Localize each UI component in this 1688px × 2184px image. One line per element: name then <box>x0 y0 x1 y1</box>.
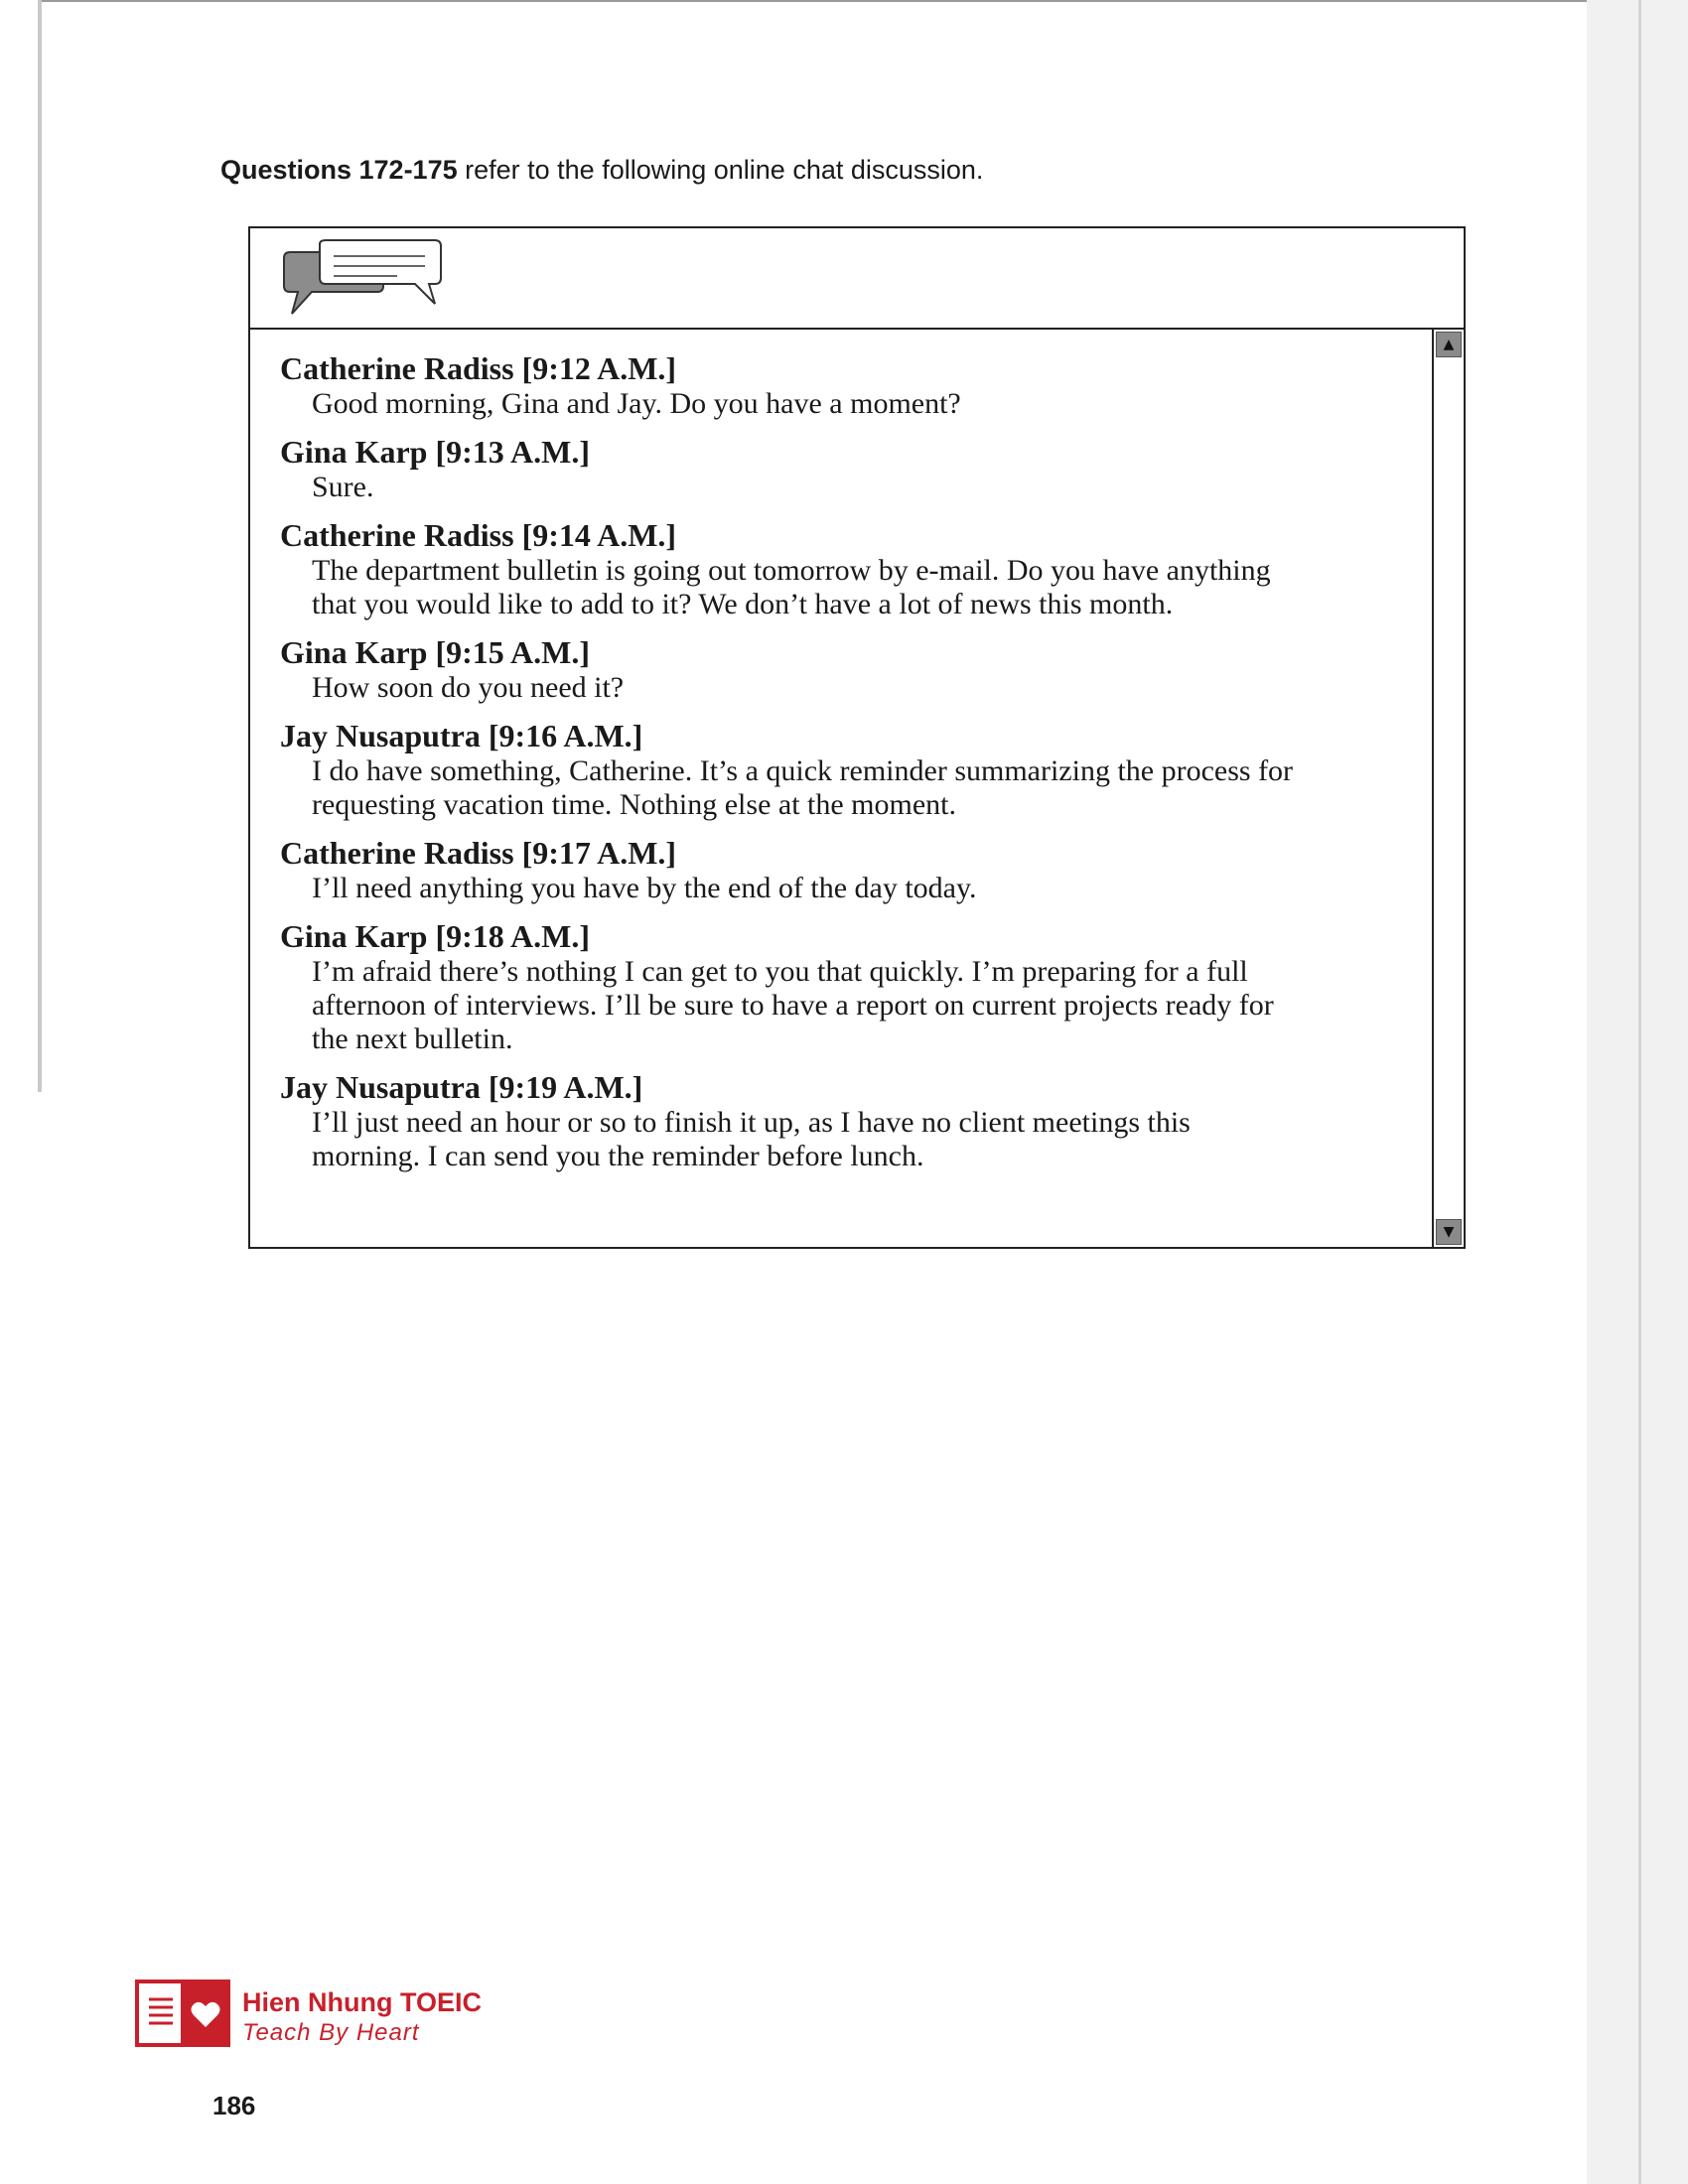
sender-name: Jay Nusaputra <box>280 718 481 753</box>
sender-name: Catherine Radiss <box>280 517 514 553</box>
message-timestamp: [9:19 A.M.] <box>488 1069 643 1105</box>
message-text-line: that you would like to add to it? We don’t have a lot of news this month. <box>312 588 1174 620</box>
scroll-up-button[interactable]: ▲ <box>1436 332 1462 357</box>
message-text-line: I’ll just need an hour or so to finish it up, as I have no client meetings this <box>312 1106 1191 1139</box>
message-timestamp: [9:15 A.M.] <box>435 634 590 670</box>
chat-message <box>280 516 1422 621</box>
scan-top-edge <box>40 0 1638 2</box>
scroll-down-button[interactable]: ▼ <box>1436 1219 1462 1245</box>
question-intro-text: refer to the following online chat discussion. <box>457 155 984 185</box>
sender-name: Gina Karp <box>280 918 428 954</box>
brand-name: Hien Nhung TOEIC <box>242 1987 482 2017</box>
scan-right-edge <box>1638 0 1641 2184</box>
chat-bubbles-icon <box>278 238 447 318</box>
sender-name: Catherine Radiss <box>280 835 514 871</box>
chat-scrollbar[interactable] <box>1432 330 1464 1247</box>
chat-message <box>280 717 1422 822</box>
chat-window <box>248 226 1466 1249</box>
message-text-line: morning. I can send you the reminder before lunch. <box>312 1140 924 1172</box>
open-book-heart-icon <box>135 1978 230 2049</box>
chat-messages <box>280 349 1422 1185</box>
message-header <box>280 717 1422 754</box>
message-timestamp: [9:14 A.M.] <box>521 517 677 553</box>
scan-left-edge <box>38 0 42 1092</box>
message-timestamp: [9:17 A.M.] <box>521 835 677 871</box>
message-text-line: I do have something, Catherine. It’s a quick reminder summarizing the process for <box>312 754 1294 787</box>
message-text-line: How soon do you need it? <box>312 671 625 704</box>
brand-tagline: Teach By Heart <box>242 2019 420 2046</box>
message-timestamp: [9:18 A.M.] <box>435 918 590 954</box>
message-text-line: the next bulletin. <box>312 1023 513 1055</box>
sender-name: Gina Karp <box>280 434 428 470</box>
chat-message <box>280 349 1422 421</box>
question-range: Questions 172-175 <box>220 155 458 185</box>
message-header <box>280 834 1422 872</box>
chat-message <box>280 834 1422 905</box>
message-text-line: I’ll need anything you have by the end of the day today. <box>312 872 977 904</box>
message-text-line: The department bulletin is going out tomorrow by e-mail. Do you have anything <box>312 554 1271 587</box>
message-text-line: requesting vacation time. Nothing else at the moment. <box>312 788 956 821</box>
sender-name: Gina Karp <box>280 634 428 670</box>
message-text-line: Sure. <box>312 471 374 503</box>
question-intro <box>220 155 983 186</box>
chat-message <box>280 633 1422 705</box>
message-header <box>280 633 1422 671</box>
chat-message <box>280 917 1422 1056</box>
message-text-line: I’m afraid there’s nothing I can get to you that quickly. I’m preparing for a full <box>312 955 1248 988</box>
chat-message <box>280 1068 1422 1173</box>
scan-right-shadow <box>1587 0 1688 2184</box>
message-header <box>280 516 1422 554</box>
message-timestamp: [9:16 A.M.] <box>488 718 643 753</box>
message-timestamp: [9:13 A.M.] <box>435 434 590 470</box>
sender-name: Jay Nusaputra <box>280 1069 481 1105</box>
chat-header <box>250 228 1464 330</box>
message-header <box>280 349 1422 387</box>
chat-message <box>280 433 1422 504</box>
message-timestamp: [9:12 A.M.] <box>521 350 677 386</box>
message-header <box>280 433 1422 471</box>
message-text-line: afternoon of interviews. I’ll be sure to have a report on current projects ready for <box>312 989 1274 1022</box>
message-header <box>280 1068 1422 1106</box>
sender-name: Catherine Radiss <box>280 350 514 386</box>
message-header <box>280 917 1422 955</box>
page-number: 186 <box>212 2091 256 2120</box>
message-text-line: Good morning, Gina and Jay. Do you have a moment? <box>312 387 961 420</box>
